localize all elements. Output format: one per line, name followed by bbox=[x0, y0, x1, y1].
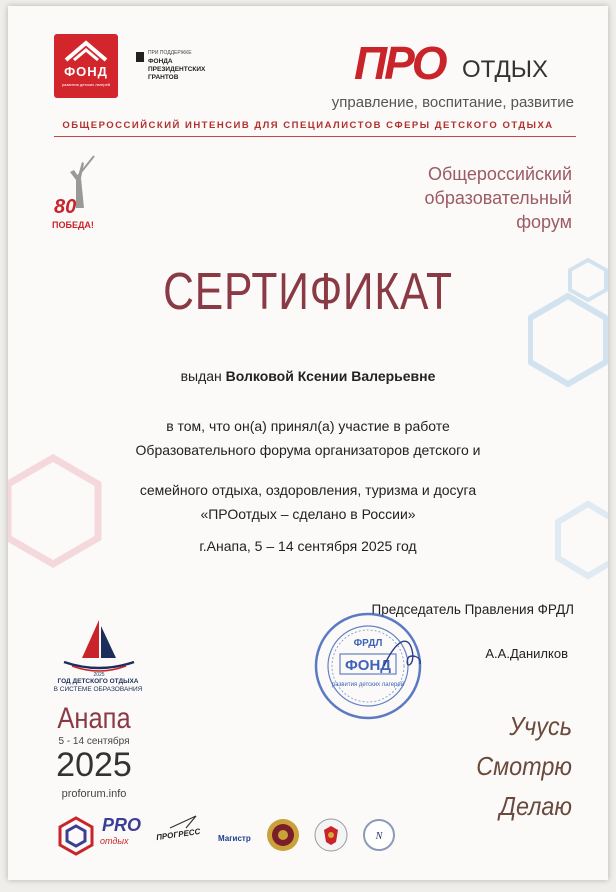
chairman-name: А.А.Данилков bbox=[485, 646, 568, 661]
forum-line-2: образовательный bbox=[424, 188, 572, 208]
pobeda-word: ПОБЕДА! bbox=[52, 220, 94, 230]
chairman-position: Председатель Правления ФРДЛ bbox=[371, 602, 574, 617]
motto-line-3: Делаю bbox=[499, 791, 572, 821]
university-emblem-icon bbox=[266, 818, 300, 852]
roof-icon bbox=[64, 40, 108, 62]
certificate-body bbox=[8, 414, 608, 526]
year-of-children-rest-text bbox=[48, 678, 148, 694]
certificate-title: СЕРТИФИКАТ bbox=[163, 263, 453, 321]
tagline: управление, воспитание, развитие bbox=[331, 94, 574, 111]
footer-pro: PRO bbox=[102, 815, 142, 835]
ministry-emblem-icon bbox=[314, 818, 348, 852]
pobeda-80-logo bbox=[48, 154, 108, 238]
footer-otdyh: отдых bbox=[100, 836, 129, 846]
pobeda-number: 80 bbox=[54, 196, 77, 218]
svg-text:N: N bbox=[375, 831, 383, 842]
brand-pro: ПРО bbox=[354, 37, 445, 89]
motto-line-2: Смотрю bbox=[476, 751, 572, 781]
brand-otdyh: ОТДЫХ bbox=[462, 56, 549, 83]
body-line-2: Образовательного форума организаторов детского и bbox=[135, 442, 481, 458]
footer-progress: ПРОГРЕСС bbox=[155, 826, 201, 843]
stamp-center: ФОНД bbox=[345, 657, 391, 674]
motto-line-1: Учусь bbox=[509, 711, 572, 741]
fond-logo bbox=[54, 34, 118, 98]
forum-caption bbox=[392, 162, 572, 234]
event-dates: 5 - 14 сентября bbox=[58, 736, 130, 747]
official-stamp-icon bbox=[312, 610, 424, 722]
year-subtitle: В СИСТЕМЕ ОБРАЗОВАНИЯ bbox=[53, 686, 143, 693]
grants-big-text: ФОНДА ПРЕЗИДЕНТСКИХ ГРАНТОВ bbox=[148, 58, 206, 81]
header-divider bbox=[54, 136, 576, 137]
certificate-page bbox=[8, 6, 608, 880]
intensiv-heading: ОБЩЕРОССИЙСКИЙ ИНТЕНСИВ ДЛЯ СПЕЦИАЛИСТОВ СФЕРЫ ДЕТСКОГО ОТДЫХА bbox=[62, 120, 554, 131]
fond-logo-title: ФОНД bbox=[64, 64, 108, 79]
body-line-1: в том, что он(а) принял(а) участие в работе bbox=[166, 418, 450, 434]
grants-flag-icon bbox=[136, 52, 144, 62]
issued-line bbox=[8, 368, 608, 384]
forum-line-1: Общероссийский bbox=[427, 164, 572, 184]
body-line-4: «ПРОотдых – сделано в России» bbox=[200, 506, 416, 522]
pro-otdyh-logo bbox=[344, 37, 574, 89]
forum-line-3: форум bbox=[516, 212, 572, 232]
year-title: ГОД ДЕТСКОГО ОТДЫХА bbox=[57, 678, 139, 685]
event-city: Анапа bbox=[57, 702, 131, 735]
motto bbox=[428, 706, 572, 826]
footer-magistr: Магистр bbox=[218, 834, 251, 843]
event-year: 2025 bbox=[56, 746, 132, 784]
stamp-top: ФРДЛ bbox=[353, 638, 383, 649]
issued-prefix: выдан bbox=[180, 368, 222, 384]
grants-small-text: ПРИ ПОДДЕРЖКЕ bbox=[148, 50, 192, 56]
stamp-bottom: развития детских лагерей bbox=[331, 682, 405, 688]
footer-logos bbox=[48, 814, 568, 862]
body-line-3: семейного отдыха, оздоровления, туризма и досуга bbox=[139, 482, 477, 498]
decor-hexagon-right-small bbox=[568, 256, 608, 306]
event-site: proforum.info bbox=[61, 788, 127, 800]
organization-emblem-icon bbox=[362, 818, 396, 852]
recipient-name: Волковой Ксении Валерьевне bbox=[225, 368, 436, 384]
year-of-children-rest-logo bbox=[54, 618, 144, 678]
year-logo-small: 2025 bbox=[93, 672, 105, 678]
pro-cube-logo-icon bbox=[56, 814, 96, 858]
fond-logo-subtitle: развития детских лагерей bbox=[61, 82, 111, 87]
place-date: г.Анапа, 5 – 14 сентября 2025 год bbox=[199, 538, 417, 554]
